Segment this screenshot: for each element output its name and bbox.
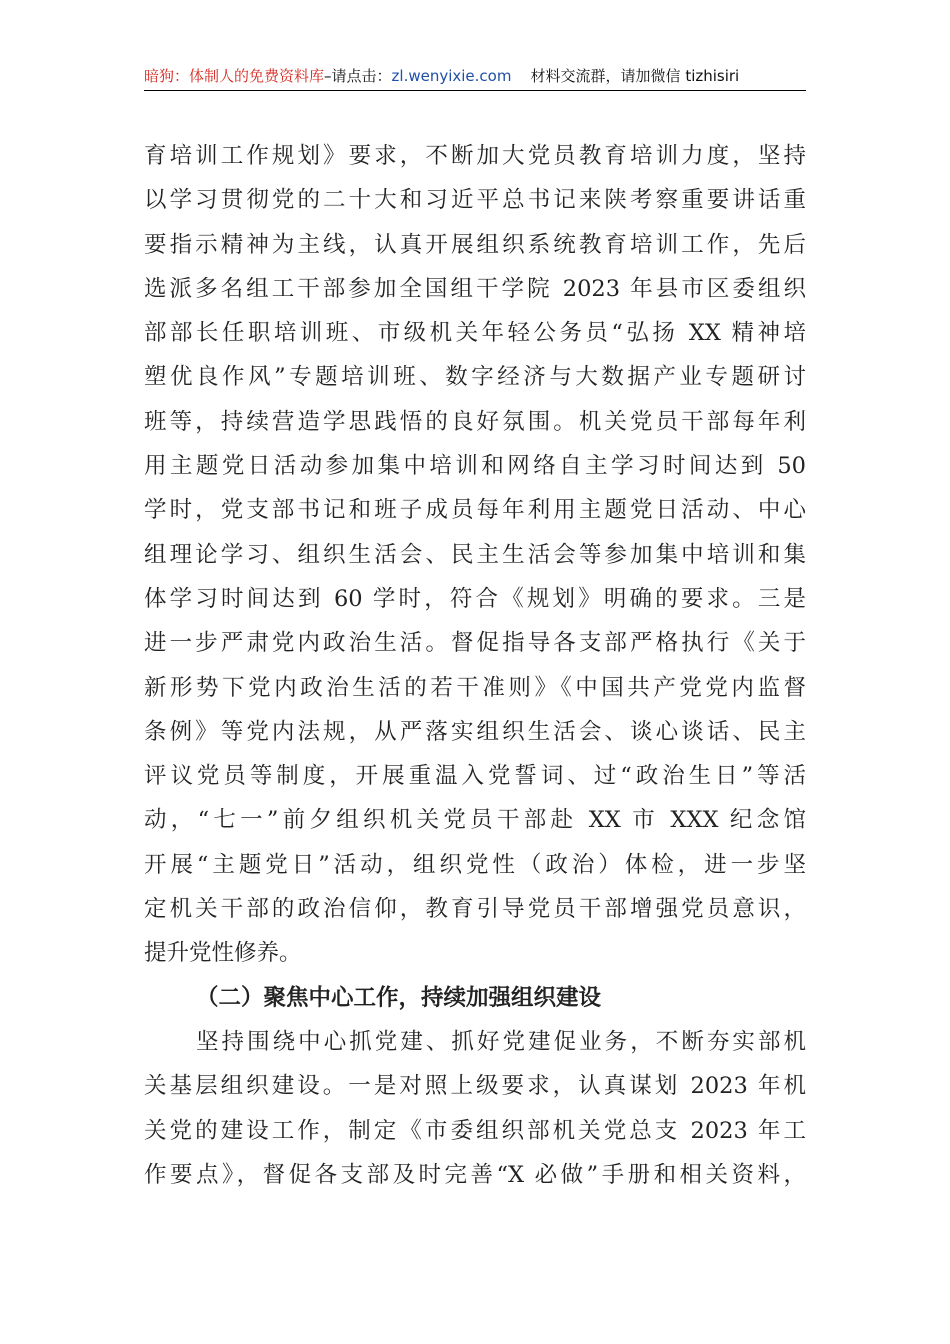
body-line: 要指示精神为主线，认真开展组织系统教育培训工作，先后 bbox=[144, 231, 806, 258]
body-line: 动，“七一”前夕组织机关党员干部赴 XX 市 XXX 纪念馆 bbox=[144, 807, 806, 834]
body-line: 开展“主题党日”活动，组织党性（政治）体检，进一步坚 bbox=[144, 851, 806, 878]
section-heading: （二）聚焦中心工作，持续加强组织建设 bbox=[196, 984, 602, 1011]
body-line: 作要点》，督促各支部及时完善“X 必做”手册和相关资料， bbox=[144, 1161, 806, 1188]
body-line: 选派多名组工干部参加全国组干学院 2023 年县市区委组织 bbox=[144, 275, 806, 302]
body-line: 新形势下党内政治生活的若干准则》《中国共产党党内监督 bbox=[144, 674, 806, 701]
site-link[interactable]: zl.wenyixie.com bbox=[391, 67, 512, 85]
body-line: 育培训工作规划》要求，不断加大党员教育培训力度，坚持 bbox=[144, 143, 806, 169]
body-line: 关基层组织建设。一是对照上级要求，认真谋划 2023 年机 bbox=[144, 1073, 806, 1100]
body-line: 以学习贯彻党的二十大和习近平总书记来陕考察重要讲话重 bbox=[144, 187, 806, 214]
body-line: 条例》等党内法规，从严落实组织生活会、谈心谈话、民主 bbox=[144, 718, 806, 745]
body-line: 用主题党日活动参加集中培训和网络自主学习时间达到 50 bbox=[144, 453, 806, 480]
body-line: 定机关干部的政治信仰，教育引导党员干部增强党员意识， bbox=[144, 896, 806, 923]
document-body bbox=[144, 134, 806, 1197]
body-line: 坚持围绕中心抓党建、抓好党建促业务，不断夯实部机 bbox=[196, 1028, 806, 1055]
body-line: 学时，党支部书记和班子成员每年利用主题党日活动、中心 bbox=[144, 497, 806, 524]
site-label: 暗狗：体制人的免费资料库 bbox=[144, 67, 325, 85]
link-prefix: –请点击： bbox=[324, 67, 392, 85]
page-header bbox=[144, 62, 806, 91]
body-line: 评议党员等制度，开展重温入党誓词、过“政治生日”等活 bbox=[144, 763, 806, 790]
body-line: 部部长任职培训班、市级机关年轻公务员“弘扬 XX 精神培 bbox=[144, 320, 806, 347]
body-line: 提升党性修养。 bbox=[144, 940, 302, 967]
body-line: 班等，持续营造学思践悟的良好氛围。机关党员干部每年利 bbox=[144, 408, 806, 435]
body-line: 体学习时间达到 60 学时，符合《规划》明确的要求。三是 bbox=[144, 585, 806, 612]
body-line: 组理论学习、组织生活会、民主生活会等参加集中培训和集 bbox=[144, 541, 806, 568]
contact-text: 材料交流群，请加微信 tizhisiri bbox=[530, 67, 740, 85]
body-line: 进一步严肃党内政治生活。督促指导各支部严格执行《关于 bbox=[144, 630, 806, 657]
body-line: 关党的建设工作，制定《市委组织部机关党总支 2023 年工 bbox=[144, 1117, 806, 1144]
body-line: 塑优良作风”专题培训班、数字经济与大数据产业专题研讨 bbox=[144, 364, 806, 391]
